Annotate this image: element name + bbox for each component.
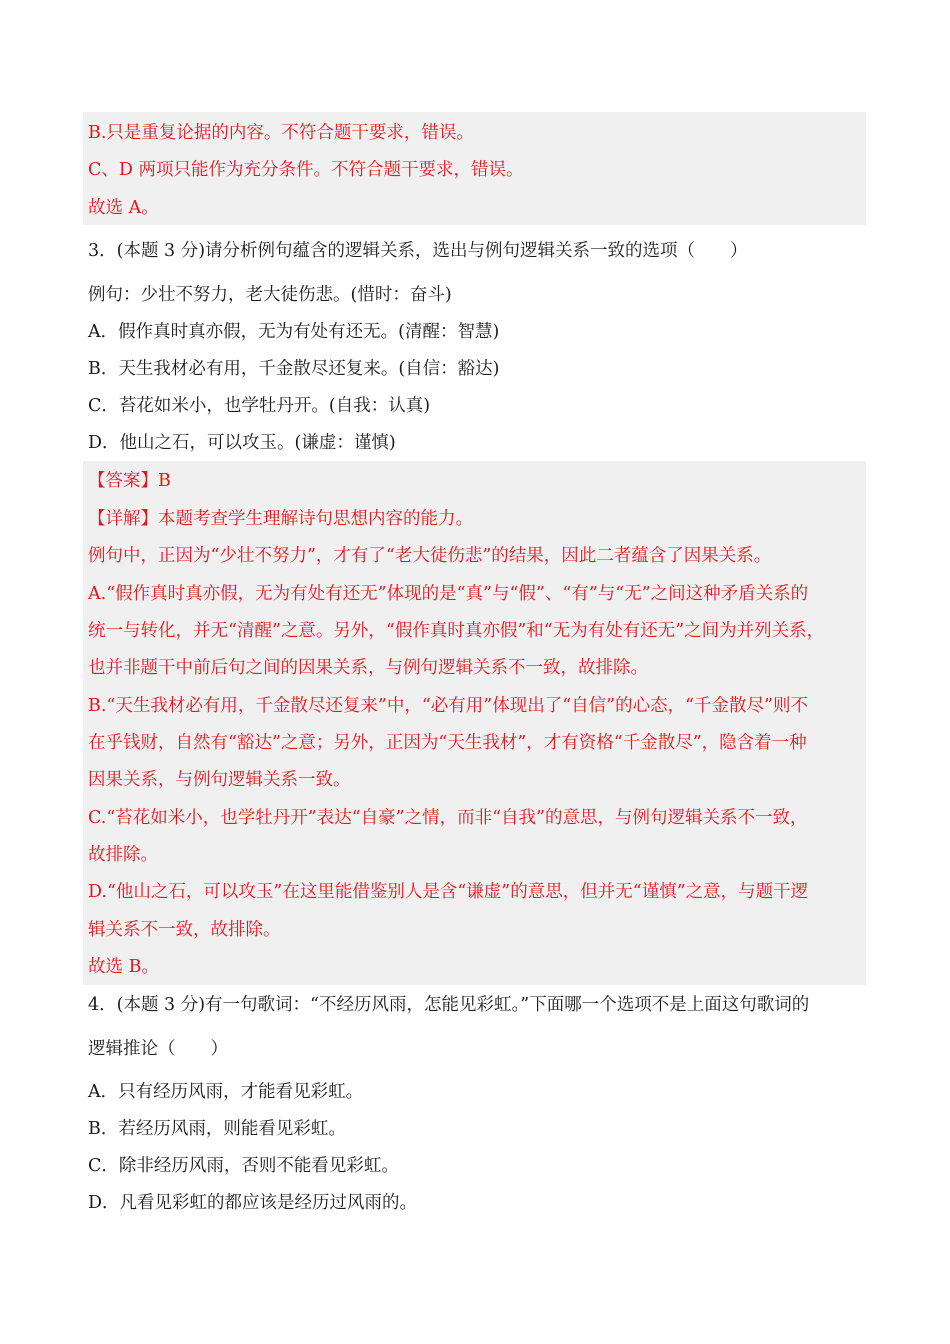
analysis-line: B.只是重复论据的内容。不符合题干要求，错误。 [88, 123, 474, 143]
question-3-option-a: A．假作真时真亦假，无为有处有还无。(清醒：智慧) [88, 322, 500, 342]
analysis-line: D.“他山之石，可以攻玉”在这里能借鉴别人是含“谦虚”的意思，但并无“谨慎”之意，与题干逻 [88, 882, 809, 902]
analysis-line: 也并非题干中前后句之间的因果关系，与例句逻辑关系不一致，故排除。 [88, 658, 648, 678]
answer-conclusion: 故选 B。 [88, 957, 159, 977]
question-4-option-b: B．若经历风雨，则能看见彩虹。 [88, 1119, 346, 1139]
question-3-example: 例句：少壮不努力，老大徒伤悲。(惜时：奋斗) [88, 285, 452, 305]
analysis-line: B.“天生我材必有用，千金散尽还复来”中，“必有用”体现出了“自信”的心态，“千金散尽”则不 [88, 696, 808, 716]
analysis-line: 因果关系，与例句逻辑关系一致。 [88, 770, 351, 790]
explanation-heading: 【详解】本题考查学生理解诗句思想内容的能力。 [88, 509, 473, 529]
question-3-option-c: C．苔花如米小，也学牡丹开。(自我：认真) [88, 396, 431, 416]
analysis-line: 在乎钱财，自然有“豁达”之意；另外，正因为“天生我材”，才有资格“千金散尽”，隐含着一种 [88, 733, 807, 753]
question-4-stem: 4．(本题 3 分)有一句歌词：“不经历风雨，怎能见彩虹。”下面哪一个选项不是上面这句歌词的 [88, 995, 810, 1015]
analysis-line: 例句中，正因为“少壮不努力”，才有了“老大徒伤悲”的结果，因此二者蕴含了因果关系。 [88, 546, 772, 566]
question-4-stem-cont: 逻辑推论（ ） [88, 1039, 228, 1059]
question-3-option-d: D．他山之石，可以攻玉。(谦虚：谨慎) [88, 433, 396, 453]
question-4-option-a: A．只有经历风雨，才能看见彩虹。 [88, 1082, 364, 1102]
analysis-line: 故排除。 [88, 845, 158, 865]
analysis-line: 故选 A。 [88, 198, 159, 218]
question-4-option-d: D．凡看见彩虹的都应该是经历过风雨的。 [88, 1193, 418, 1213]
question-3-option-b: B．天生我材必有用，千金散尽还复来。(自信：豁达) [88, 359, 500, 379]
analysis-line: C.“苔花如米小，也学牡丹开”表达“自豪”之情，而非“自我”的意思，与例句逻辑关系不一致， [88, 808, 808, 828]
analysis-line: C、D 两项只能作为充分条件。不符合题干要求，错误。 [88, 160, 524, 180]
answer-line: 【答案】B [88, 471, 171, 491]
question-4-option-c: C．除非经历风雨，否则不能看见彩虹。 [88, 1156, 399, 1176]
analysis-line: 统一与转化，并无“清醒”之意。另外，“假作真时真亦假”和“无为有处有还无”之间为并列关系， [88, 621, 825, 641]
question-3-stem: 3．(本题 3 分)请分析例句蕴含的逻辑关系，选出与例句逻辑关系一致的选项（ ） [88, 241, 748, 261]
analysis-line: 辑关系不一致，故排除。 [88, 920, 281, 940]
answer-block-shade-2 [83, 461, 866, 985]
analysis-line: A.“假作真时真亦假，无为有处有还无”体现的是“真”与“假”、“有”与“无”之间这种矛盾关系的 [88, 584, 809, 604]
